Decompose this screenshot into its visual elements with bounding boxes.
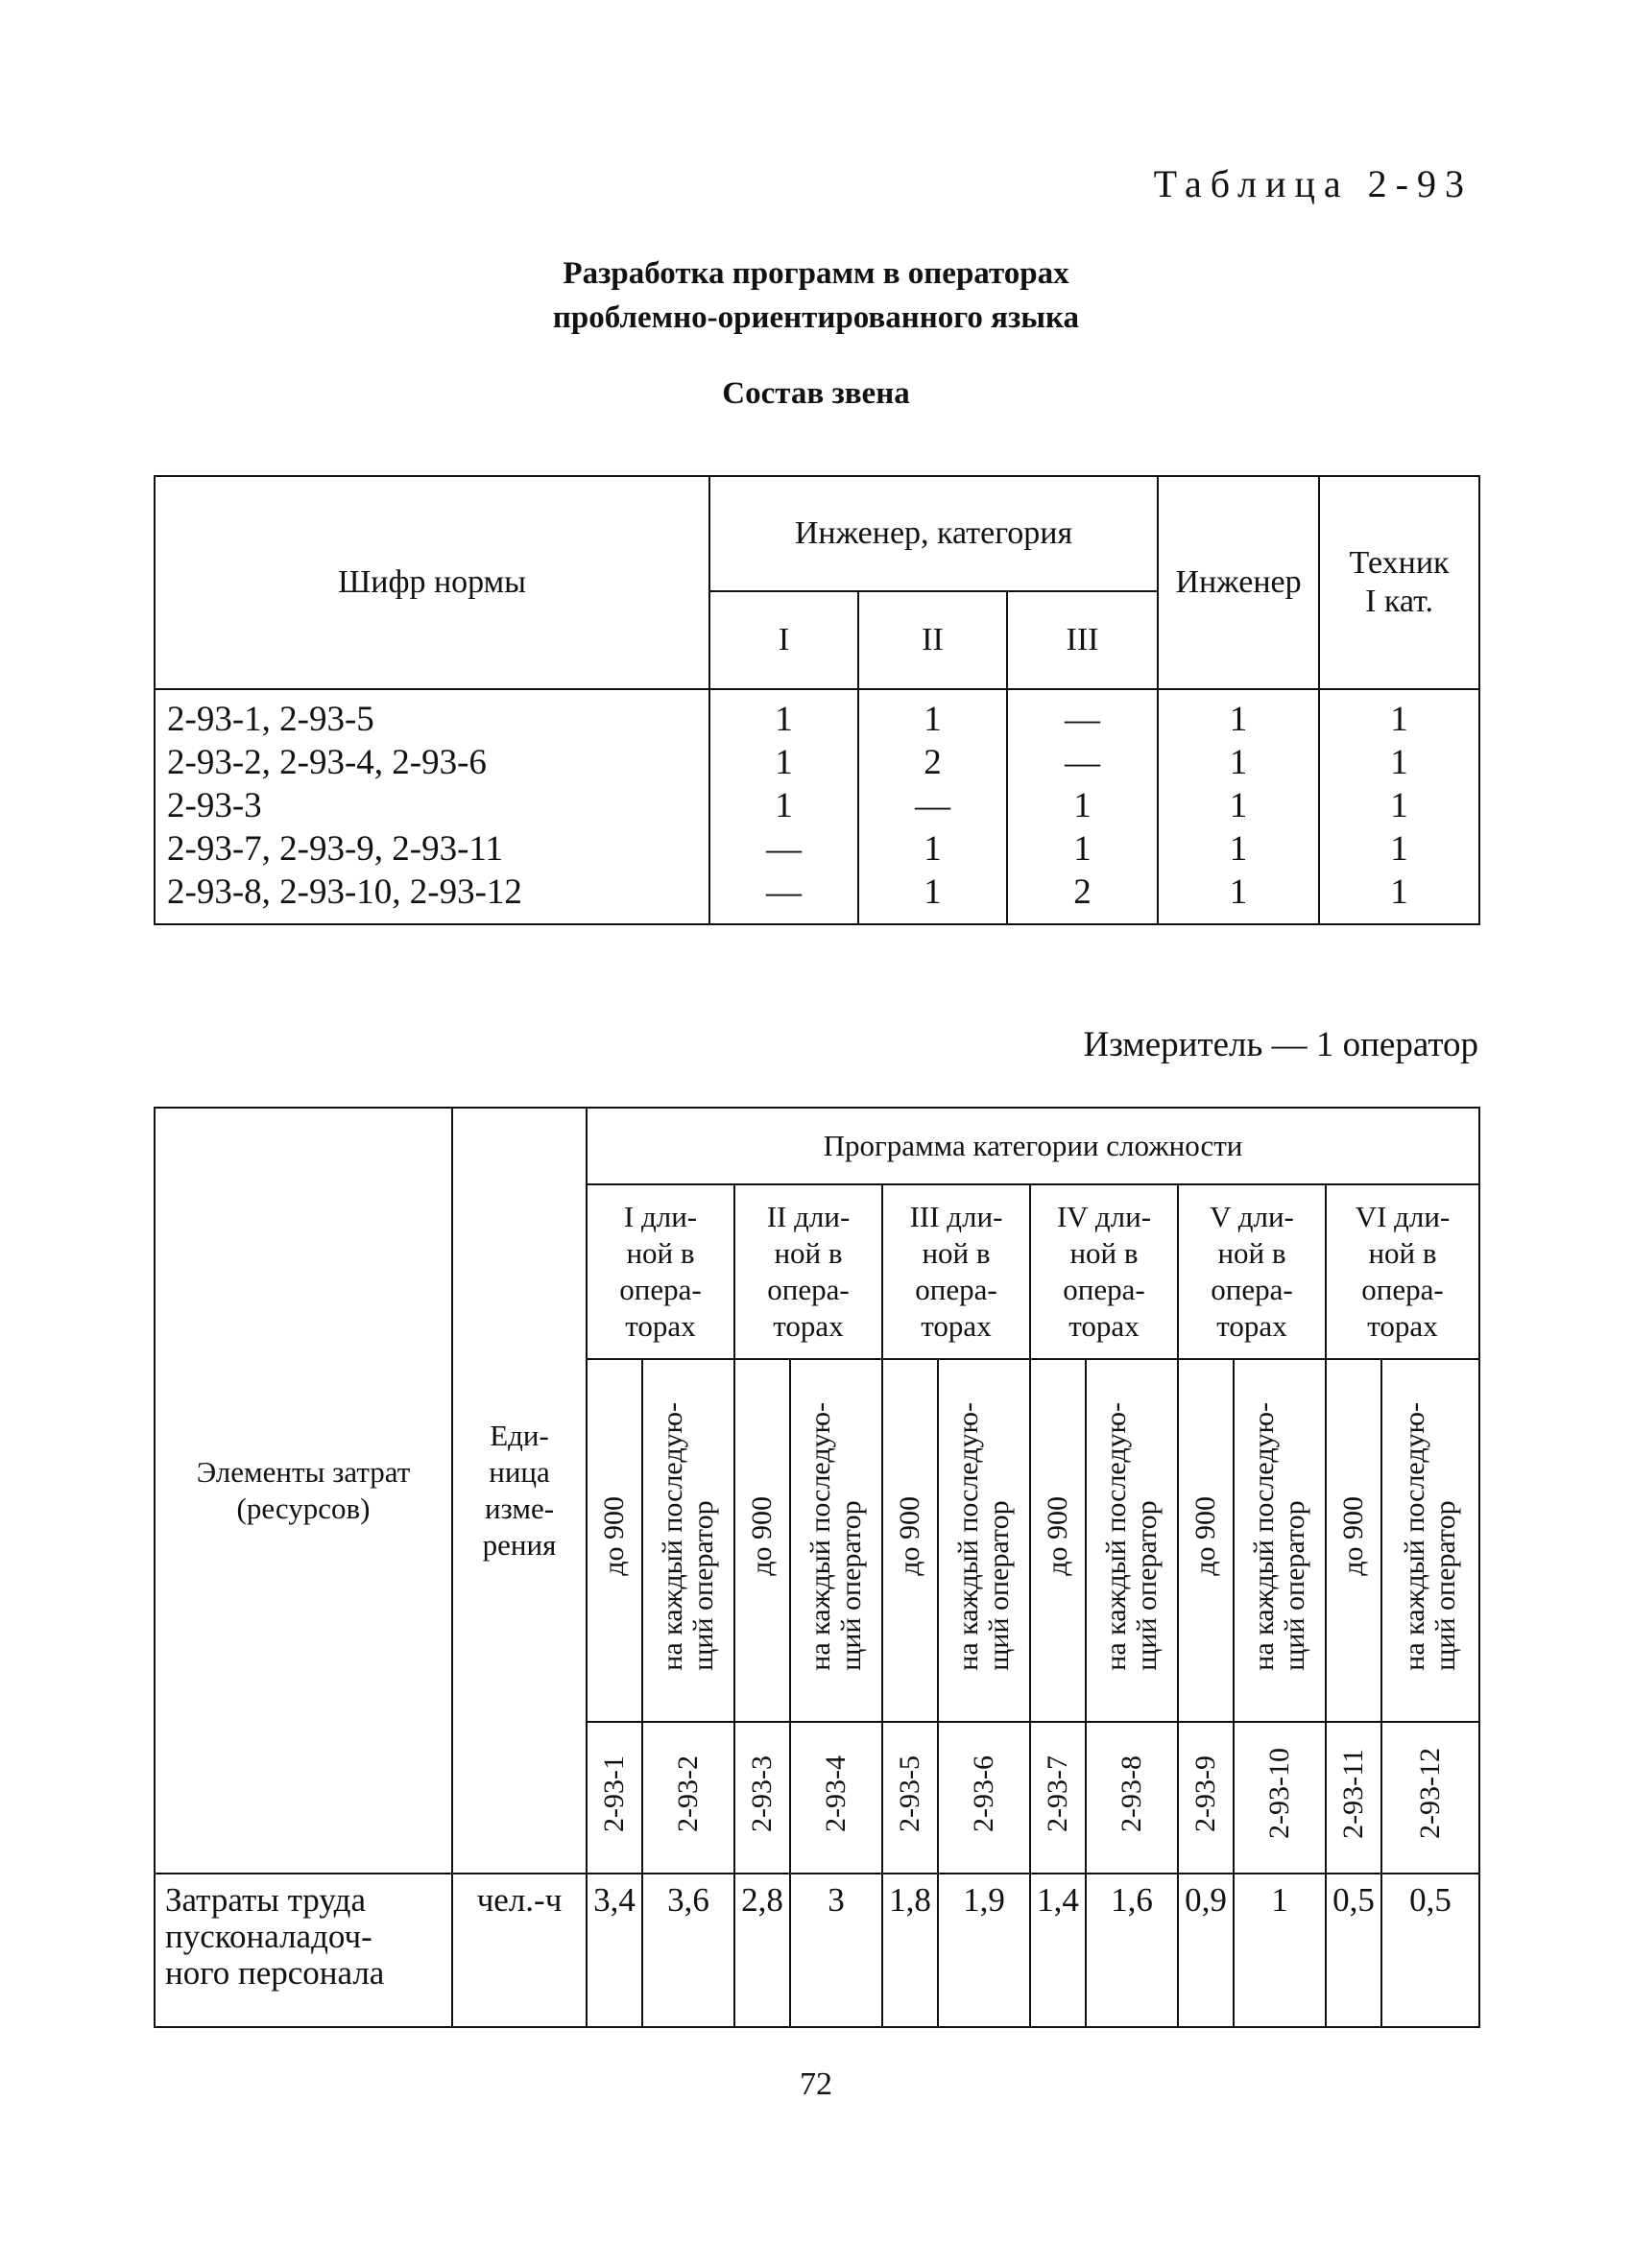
sub-each-next-line-1: на каждый последую- [952,1401,984,1671]
group-line: торах [921,1309,992,1343]
crew-row-cat2: 2 [858,741,1007,784]
norm-code-text: 2-93-2 [672,1755,704,1832]
norm-code [790,1722,882,1874]
labor-cost-value: 3,4 [587,1874,642,2027]
crew-row [155,689,1479,741]
sub-each-next-line-1: на каждый последую- [1399,1401,1430,1671]
crew-row-code: 2-93-3 [155,784,709,827]
sub-each-next-line-2: щий оператор [1279,1500,1310,1671]
unit-header-line: рения [482,1528,557,1562]
group-line: опера- [1211,1273,1293,1306]
technician-header-line-2: I кат. [1365,584,1433,619]
sub-up-to-900-text: до 900 [894,1496,925,1576]
sub-up-to-900 [1030,1359,1086,1722]
sub-each-next-text [658,1402,719,1671]
engineer-header: Инженер [1158,476,1319,689]
labor-cost-value: 3 [790,1874,882,2027]
crew-row-technician: 1 [1319,871,1479,924]
labor-cost-value: 2,8 [734,1874,790,2027]
sub-up-to-900-text: до 900 [1042,1496,1073,1576]
crew-row-cat3: — [1007,741,1158,784]
group-line: опера- [619,1273,702,1306]
labor-cost-element [155,1874,452,2027]
sub-each-next [1381,1359,1479,1722]
sub-up-to-900 [1326,1359,1381,1722]
crew-row-code: 2-93-7, 2-93-9, 2-93-11 [155,827,709,871]
crew-row [155,741,1479,784]
sub-up-to-900-text: до 900 [1189,1496,1221,1576]
crew-row-engineer: 1 [1158,827,1319,871]
norm-code-text: 2-93-3 [746,1755,778,1832]
norm-code [587,1722,642,1874]
crew-row-cat1: 1 [709,741,858,784]
sub-each-next [790,1359,882,1722]
norm-code [1234,1722,1326,1874]
crew-row-code: 2-93-2, 2-93-4, 2-93-6 [155,741,709,784]
norm-code-text: 2-93-7 [1042,1755,1073,1832]
crew-subtitle: Состав звена [722,376,910,411]
sub-up-to-900-text: до 900 [598,1496,630,1576]
group-line: ной в [626,1236,695,1270]
title-line-2: проблемно-ориентированного языка [552,300,1080,335]
crew-row-technician: 1 [1319,827,1479,871]
crew-row-cat2: 1 [858,871,1007,924]
sub-each-next-text [1400,1402,1461,1671]
title-line-1: Разработка программ в операторах [563,256,1069,291]
crew-row-engineer: 1 [1158,741,1319,784]
norm-code-text: 2-93-5 [894,1755,925,1832]
sub-each-next [938,1359,1030,1722]
group-line: ной в [922,1236,991,1270]
group-line: I дли- [623,1200,698,1233]
crew-table [154,475,1480,925]
category-i: I [709,591,858,689]
crew-row-technician: 1 [1319,784,1479,827]
sub-each-next-line-2: щий оператор [1131,1500,1163,1671]
program-header-row [155,1108,1479,1184]
crew-row-technician: 1 [1319,741,1479,784]
sub-each-next-text [1101,1402,1163,1671]
sub-up-to-900 [587,1359,642,1722]
group-line: III дли- [909,1200,1003,1233]
unit-header-line: Еди- [490,1419,549,1452]
group-line: торах [625,1309,696,1343]
group-line: ной в [1069,1236,1139,1270]
crew-row-code: 2-93-1, 2-93-5 [155,689,709,741]
crew-row-cat2: 1 [858,827,1007,871]
crew-row [155,827,1479,871]
group-line: V дли- [1210,1200,1294,1233]
norm-code-text: 2-93-1 [598,1755,630,1832]
crew-row-cat2: 1 [858,689,1007,741]
norm-code [1381,1722,1479,1874]
crew-row-cat3: 2 [1007,871,1158,924]
group-header-1 [587,1184,734,1359]
program-category-header: Программа категории сложности [587,1108,1479,1184]
elements-header-line-1: Элементы затрат [196,1455,411,1489]
sub-each-next-line-2: щий оператор [983,1500,1015,1671]
sub-each-next-line-2: щий оператор [835,1500,867,1671]
sub-each-next-line-1: на каждый последую- [804,1401,836,1671]
unit-header-line: изме- [484,1492,555,1525]
measurement-unit-note: Измеритель — 1 оператор [1083,1025,1478,1064]
crew-row-cat3: 1 [1007,827,1158,871]
group-header-6 [1326,1184,1479,1359]
norm-code-text: 2-93-10 [1263,1748,1295,1839]
norm-code [1178,1722,1234,1874]
crew-row-cat3: 1 [1007,784,1158,827]
sub-each-next-line-1: на каждый последую- [657,1401,688,1671]
crew-row-cat2: — [858,784,1007,827]
group-line: VI дли- [1355,1200,1451,1233]
element-line: Затраты труда [165,1881,366,1919]
crew-row-cat1: 1 [709,689,858,741]
group-line: торах [1068,1309,1140,1343]
code-header: Шифр нормы [155,476,709,689]
labor-cost-value: 1,8 [882,1874,938,2027]
sub-each-next [1086,1359,1178,1722]
crew-row-cat1: — [709,827,858,871]
group-line: торах [1216,1309,1287,1343]
norm-code [734,1722,790,1874]
group-line: ной в [774,1236,843,1270]
technician-header-line-1: Техник [1349,545,1450,581]
table-title [154,251,1478,340]
labor-cost-value: 1 [1234,1874,1326,2027]
crew-row [155,871,1479,924]
crew-header-row [155,476,1479,591]
sub-each-next-text [805,1402,867,1671]
norm-code-text: 2-93-11 [1337,1748,1369,1839]
norm-code [1326,1722,1381,1874]
labor-cost-unit: чел.-ч [452,1874,587,2027]
group-header-3 [882,1184,1030,1359]
sub-each-next [642,1359,734,1722]
crew-row-engineer: 1 [1158,784,1319,827]
group-line: торах [1367,1309,1438,1343]
group-line: опера- [1361,1273,1444,1306]
sub-up-to-900-text: до 900 [1337,1496,1369,1576]
labor-cost-value: 0,5 [1326,1874,1381,2027]
norm-code-text: 2-93-6 [968,1755,999,1832]
labor-cost-value: 3,6 [642,1874,734,2027]
norm-code [882,1722,938,1874]
elements-header [155,1108,452,1874]
sub-up-to-900 [882,1359,938,1722]
norm-code-text: 2-93-9 [1189,1755,1221,1832]
unit-header-line: ница [489,1455,550,1489]
sub-up-to-900 [734,1359,790,1722]
norm-code-text: 2-93-4 [820,1755,852,1832]
group-line: опера- [915,1273,997,1306]
unit-header [452,1108,587,1874]
norm-code [1086,1722,1178,1874]
element-line: пусконаладоч- [165,1918,372,1955]
cost-table [154,1107,1480,2028]
labor-cost-value: 0,9 [1178,1874,1234,2027]
norm-code-text: 2-93-12 [1414,1748,1446,1839]
sub-each-next-line-2: щий оператор [1429,1500,1461,1671]
group-header-4 [1030,1184,1178,1359]
labor-cost-value: 1,9 [938,1874,1030,2027]
labor-cost-row [155,1874,1479,2027]
page-number: 72 [800,2066,832,2102]
crew-row-engineer: 1 [1158,689,1319,741]
elements-header-line-2: (ресурсов) [236,1492,371,1525]
group-header-2 [734,1184,882,1359]
sub-each-next-line-1: на каждый последую- [1248,1401,1280,1671]
sub-each-next-line-1: на каждый последую- [1100,1401,1132,1671]
sub-each-next-text [953,1402,1015,1671]
crew-row-cat1: — [709,871,858,924]
category-iii: III [1007,591,1158,689]
group-line: II дли- [766,1200,851,1233]
norm-code [642,1722,734,1874]
sub-up-to-900-text: до 900 [746,1496,778,1576]
norm-code [938,1722,1030,1874]
crew-row [155,784,1479,827]
group-line: торах [773,1309,844,1343]
labor-cost-value: 0,5 [1381,1874,1479,2027]
norm-code-text: 2-93-8 [1116,1755,1147,1832]
crew-row-engineer: 1 [1158,871,1319,924]
group-line: опера- [767,1273,850,1306]
crew-row-cat3: — [1007,689,1158,741]
sub-each-next-text [1249,1402,1310,1671]
group-line: ной в [1368,1236,1437,1270]
group-line: ной в [1217,1236,1286,1270]
engineer-category-header: Инженер, категория [709,476,1158,591]
element-line: ного персонала [165,1954,385,1992]
labor-cost-value: 1,4 [1030,1874,1086,2027]
norm-code [1030,1722,1086,1874]
sub-each-next-line-2: щий оператор [687,1500,719,1671]
sub-each-next [1234,1359,1326,1722]
group-line: опера- [1063,1273,1145,1306]
labor-cost-value: 1,6 [1086,1874,1178,2027]
crew-row-cat1: 1 [709,784,858,827]
technician-header [1319,476,1479,689]
crew-row-technician: 1 [1319,689,1479,741]
category-ii: II [858,591,1007,689]
group-header-5 [1178,1184,1326,1359]
group-line: IV дли- [1056,1200,1152,1233]
sub-up-to-900 [1178,1359,1234,1722]
table-label: Таблица 2-93 [1153,162,1473,205]
crew-row-code: 2-93-8, 2-93-10, 2-93-12 [155,871,709,924]
